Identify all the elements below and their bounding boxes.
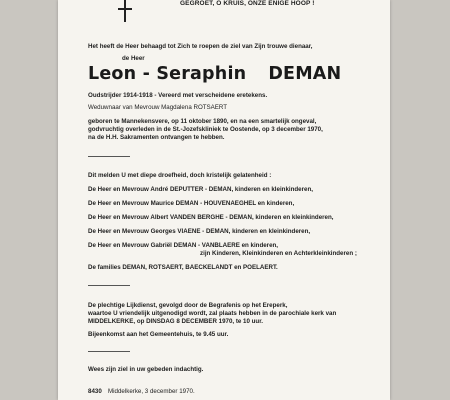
family-line: De Heer en Mevrouw André DEPUTTER - DEMAN, kinderen en kleinkinderen,: [88, 186, 313, 193]
announcement-intro: Dit melden U met diepe droefheid, doch kristelijk gelatenheid :: [88, 172, 272, 179]
first-name: Leon - Seraphin: [88, 64, 247, 84]
divider: [88, 351, 130, 352]
funeral-line-2: waartoe U vriendelijk uitgenodigd wordt, zal plaats hebben in de parochiale kerk van: [88, 310, 337, 317]
motto: GEGROET, O KRUIS, ONZE ENIGE HOOP !: [180, 0, 315, 7]
prayer-line: Wees zijn ziel in uw gebeden indachtig.: [88, 366, 204, 373]
deceased-name: [88, 64, 341, 84]
families-line: De families DEMAN, ROTSAERT, BAECKELANDT en POELAERT.: [88, 264, 278, 271]
birth-line-3: na de H.H. Sakramenten ontvangen te hebben.: [88, 134, 225, 141]
family-line: De Heer en Mevrouw Maurice DEMAN - HOUVENAEGHEL en kinderen,: [88, 200, 295, 207]
funeral-line-3: MIDDELKERKE, op DINSDAG 8 DECEMBER 1970, te 10 uur.: [88, 318, 264, 325]
divider: [88, 156, 130, 157]
gathering-line: Bijeenkomst aan het Gemeentehuis, te 9.45 uur.: [88, 331, 229, 338]
birth-line-1: geboren te Mannekensvere, op 11 oktober 1890, en na een smartelijk ongeval,: [88, 118, 317, 125]
grandchildren-line: zijn Kinderen, Kleinkinderen en Achterkleinkinderen ;: [200, 250, 357, 257]
funeral-line-1: De plechtige Lijkdienst, gevolgd door de Begrafenis op het Ereperk,: [88, 302, 288, 309]
family-line: De Heer en Mevrouw Georges VIAENE - DEMAN, kinderen en kleinkinderen,: [88, 228, 311, 235]
widower-line: Weduwnaar van Mevrouw Magdalena ROTSAERT: [88, 104, 228, 111]
family-line: De Heer en Mevrouw Albert VANDEN BERGHE - DEMAN, kinderen en kleinkinderen,: [88, 214, 334, 221]
family-line: De Heer en Mevrouw Gabriël DEMAN - VANBLAERE en kinderen,: [88, 242, 279, 249]
honorific: de Heer: [122, 55, 145, 62]
intro-line: Het heeft de Heer behaagd tot Zich te roepen de ziel van Zijn trouwe dienaar,: [88, 43, 313, 50]
divider: [88, 285, 130, 286]
postcode: 8430: [88, 388, 102, 395]
last-name: DEMAN: [268, 64, 342, 84]
death-notice-card: [58, 0, 390, 400]
cross-icon: [118, 0, 132, 22]
place-date: Middelkerke, 3 december 1970.: [108, 388, 195, 395]
birth-line-2: godvruchtig overleden in de St.-Jozefskliniek te Oostende, op 3 december 1970,: [88, 126, 323, 133]
veteran-line: Oudstrijder 1914-1918 - Vereerd met verscheidene eretekens.: [88, 92, 268, 99]
